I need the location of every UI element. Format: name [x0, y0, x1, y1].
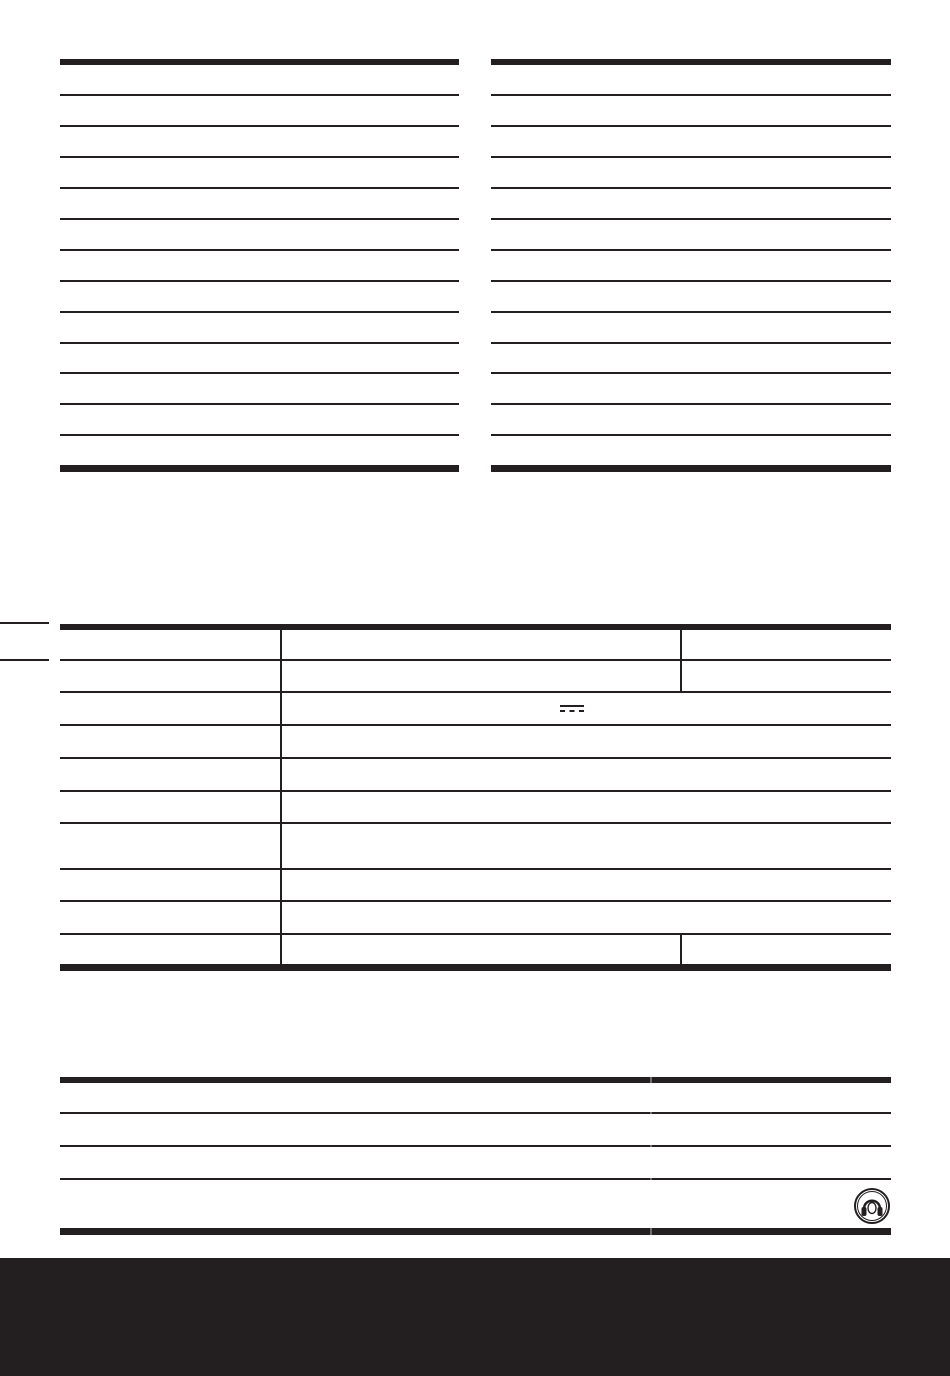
- value-column-gap: [650, 1077, 652, 1235]
- table-row-rule: [491, 218, 891, 220]
- table-row-rule: [60, 125, 459, 127]
- extra-column-divider: [680, 935, 682, 964]
- ear-protection-icon: [854, 1188, 890, 1224]
- table-row-rule: [60, 403, 459, 405]
- table-row-rule: [60, 372, 459, 374]
- table-row-rule: [60, 434, 459, 436]
- table-row-rule: [60, 724, 891, 726]
- table-row-rule: [491, 311, 891, 313]
- table-row-rule: [491, 280, 891, 282]
- table-row-rule: [60, 94, 459, 96]
- table-row-rule: [60, 1178, 891, 1180]
- side-tab-bottom-rule: [0, 659, 49, 661]
- table-bottom-rule: [60, 1228, 891, 1235]
- table-row-rule: [60, 757, 891, 759]
- table-row-rule: [60, 218, 459, 220]
- table-row-rule: [60, 342, 459, 344]
- table-row-rule: [60, 249, 459, 251]
- table-row-rule: [60, 1145, 891, 1147]
- table-row-rule: [491, 403, 891, 405]
- label-column-divider: [280, 630, 282, 964]
- table-row-rule: [60, 868, 891, 870]
- table-row-rule: [60, 790, 891, 792]
- extra-column-divider: [680, 630, 682, 691]
- table-top-rule: [60, 624, 891, 630]
- table-row-rule: [491, 342, 891, 344]
- table-row-rule: [60, 280, 459, 282]
- side-tab-top-rule: [0, 622, 49, 624]
- table-top-rule: [60, 59, 459, 65]
- table-row-rule: [60, 822, 891, 824]
- table-row-rule: [60, 900, 891, 902]
- table-row-rule: [491, 187, 891, 189]
- direct-current-icon: [560, 704, 584, 714]
- table-row-rule: [491, 434, 891, 436]
- table-row-rule: [491, 372, 891, 374]
- table-top-rule: [60, 1077, 891, 1083]
- table-bottom-rule: [60, 465, 459, 472]
- table-bottom-rule: [491, 465, 891, 472]
- table-row-rule: [491, 125, 891, 127]
- table-row-rule: [60, 933, 891, 935]
- table-row-rule: [60, 311, 459, 313]
- table-row-rule: [491, 156, 891, 158]
- table-bottom-rule: [60, 964, 891, 971]
- table-row-rule: [60, 187, 459, 189]
- table-top-rule: [491, 59, 891, 65]
- table-row-rule: [491, 249, 891, 251]
- table-row-rule: [60, 691, 891, 693]
- table-row-rule: [491, 94, 891, 96]
- footer-band: [0, 1258, 950, 1376]
- table-row-rule: [60, 659, 891, 661]
- table-row-rule: [60, 156, 459, 158]
- table-row-rule: [60, 1112, 891, 1114]
